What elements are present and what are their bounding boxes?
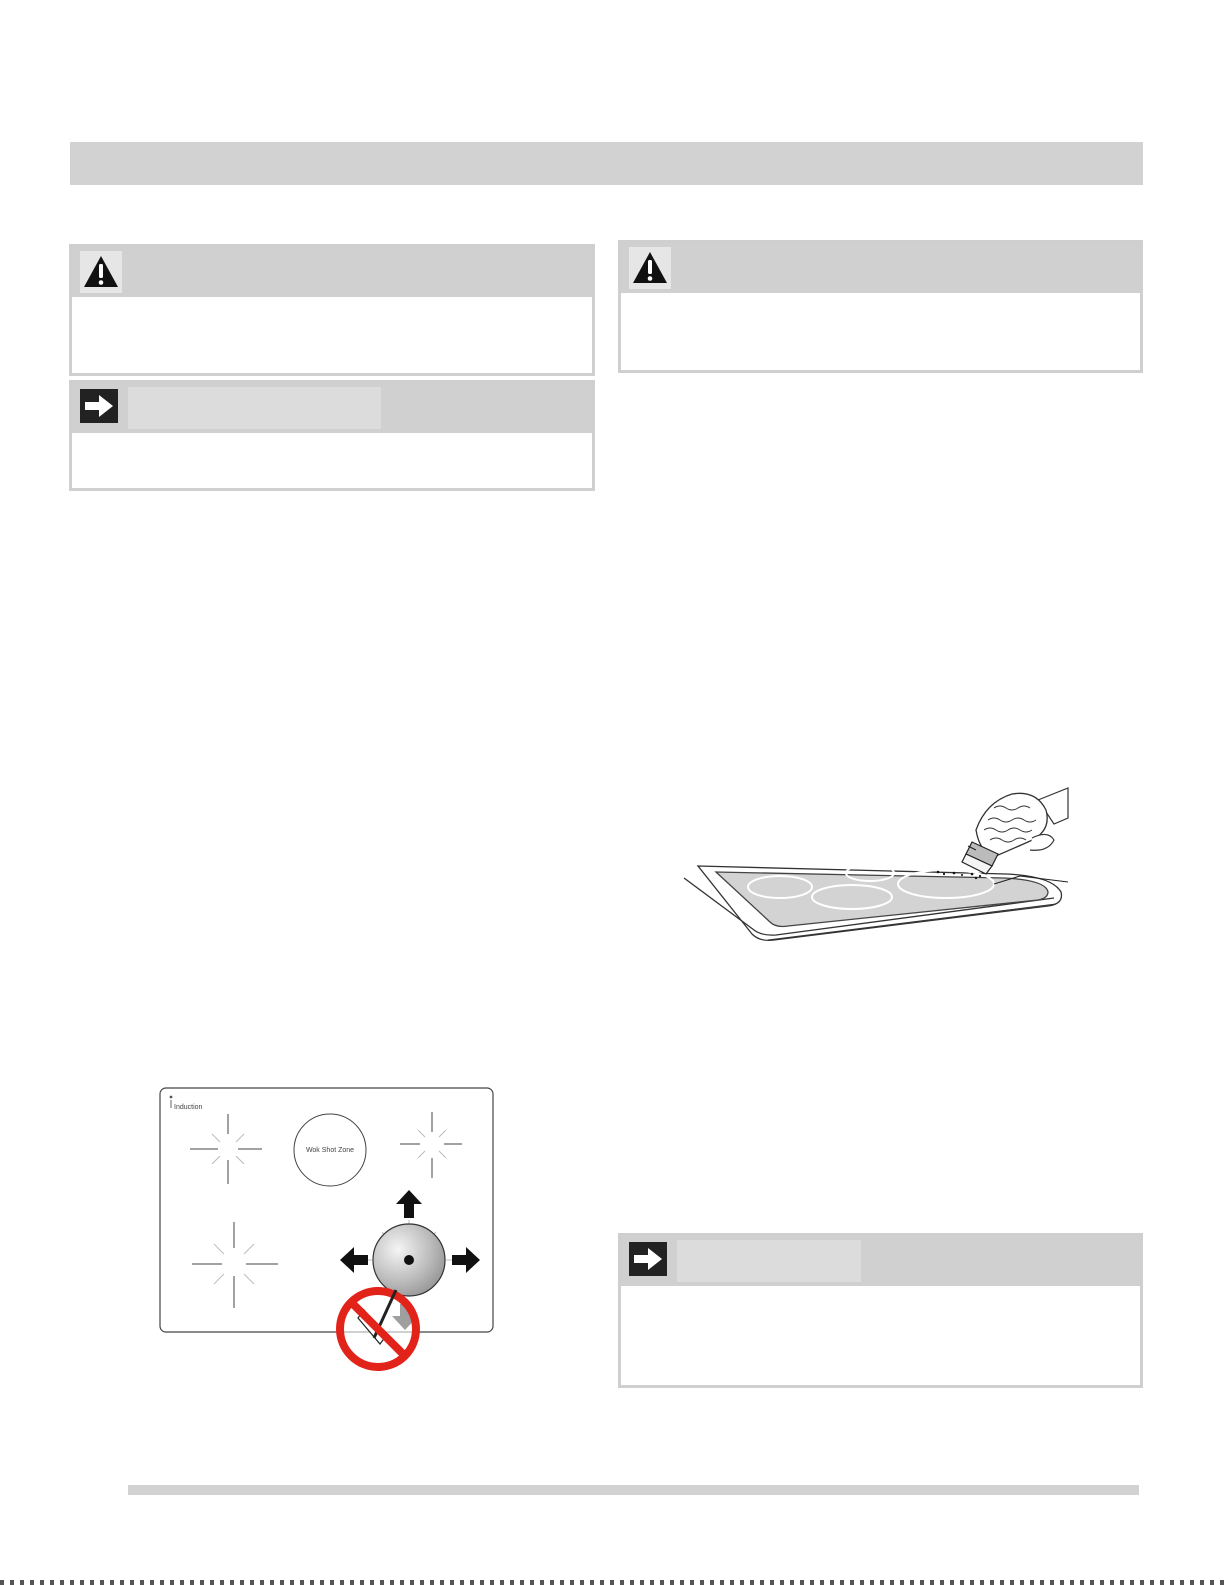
arrow-right-icon [629,1242,667,1276]
right-note-body [621,1286,1140,1385]
left-warning-box [69,244,595,376]
warning-triangle-icon [629,247,671,289]
scraper-illustration [676,780,1076,950]
center-burner-text: Wok Shot Zone [305,1147,355,1154]
page-edge-dashes [0,1580,1225,1585]
left-note-body [72,433,592,488]
footer-rule [128,1485,1139,1495]
section-title-bar [70,142,1143,185]
left-warning-header [72,247,592,297]
left-note-header [72,383,592,433]
right-warning-body [621,293,1140,370]
arrow-right-icon [80,389,118,423]
right-note-header [621,1236,1140,1286]
warning-triangle-icon [80,251,122,293]
cooktop-top-illustration [150,1082,500,1372]
left-note-box [69,380,595,491]
right-warning-box [618,240,1143,373]
left-warning-body [72,297,592,373]
no-symbol-icon [340,1290,416,1367]
right-warning-header [621,243,1140,293]
brand-logo-text: Induction [174,1104,203,1111]
right-note-box [618,1233,1143,1388]
note-label-slab [677,1240,861,1282]
note-label-slab [128,387,381,429]
